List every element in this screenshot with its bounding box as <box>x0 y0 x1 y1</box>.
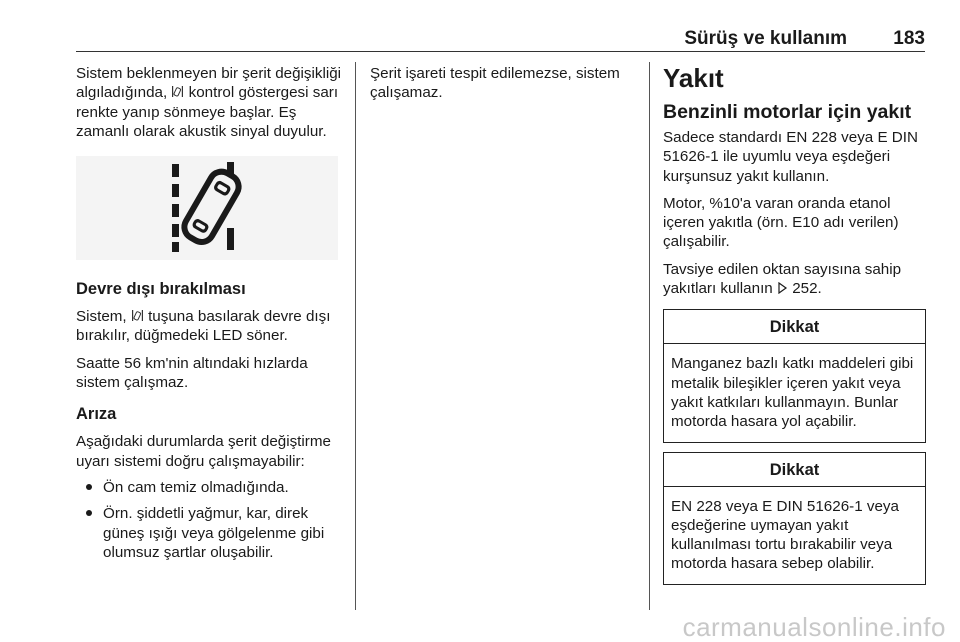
caution-box <box>663 309 926 442</box>
speed-limit-paragraph: Saatte 56 km'nin altındaki hızlarda sistem çalışmaz. <box>76 354 308 392</box>
column-middle <box>370 64 638 111</box>
column-divider <box>649 62 650 610</box>
caution-body: EN 228 veya E DIN 51626-1 veya eşdeğerine uymayan yakıt kullanılması tortu bırakabilir veya motorda hasara sebep olabilir. <box>671 497 899 573</box>
fault-intro-paragraph: Aşağıdaki durumlarda şerit değiştirme uyarı sistemi doğru çalışmayabilir: <box>76 433 331 470</box>
caution-body: Manganez bazlı katkı maddeleri gibi metalik bileşikler içeren yakıt veya yakıt katkıları kullanmayın. Bunlar motorda hasara yol açabilir. <box>671 355 914 431</box>
list-item: Örn. şiddetli yağmur, kar, direk güneş ışığı veya gölgelenme gibi olumsuz şartlar oluşabilir. <box>76 504 344 562</box>
caution-title: Dikkat <box>664 453 925 487</box>
octane-paragraph: Tavsiye edilen oktan sayısına sahip yakıtları kullanın 252. <box>663 260 902 298</box>
fault-conditions-list <box>76 478 344 562</box>
caution-box <box>663 452 926 585</box>
lane-departure-figure <box>76 156 338 260</box>
lane-departure-warning-icon <box>171 85 184 98</box>
page-reference-link[interactable]: 252 <box>792 280 818 298</box>
lane-departure-warning-icon <box>76 156 338 260</box>
section-subtitle: Benzinli motorlar için yakıt <box>663 101 912 123</box>
page-header <box>76 28 925 52</box>
chapter-title: Sürüş ve kullanım <box>684 28 847 49</box>
watermark: carmanualsonline.info <box>682 612 946 642</box>
deactivation-heading: Devre dışı bırakılması <box>76 280 246 299</box>
page-reference-arrow-icon <box>777 282 788 294</box>
section-title: Yakıt <box>663 63 724 93</box>
deactivation-paragraph: Sistem, tuşuna basılarak devre dışı bırakılır, düğmedeki LED söner. <box>76 308 331 345</box>
lane-departure-button-icon <box>131 309 144 322</box>
fault-heading: Arıza <box>76 405 117 424</box>
column-left <box>76 64 344 569</box>
intro-paragraph: Sistem beklenmeyen bir şerit değişikliği algıladığında, kontrol göstergesi sarı renkte yanıp sönmeye başlar. Eş zamanlı olarak akustik sinyal duyulur. <box>76 65 342 140</box>
ethanol-paragraph: Motor, %10'a varan oranda etanol içeren yakıtla (örn. E10 adı verilen) çalışabilir. <box>663 194 899 251</box>
column-divider <box>355 62 356 610</box>
caution-title: Dikkat <box>664 310 925 344</box>
list-item: Ön cam temiz olmadığında. <box>76 478 344 497</box>
column-right <box>663 64 926 585</box>
page-number: 183 <box>893 28 925 49</box>
fuel-standard-paragraph: Sadece standardı EN 228 veya E DIN 51626-1 ile uyumlu veya eşdeğeri kurşunsuz yakıt kullanın. <box>663 129 918 185</box>
lane-marking-paragraph: Şerit işareti tespit edilemezse, sistem çalışamaz. <box>370 65 620 102</box>
